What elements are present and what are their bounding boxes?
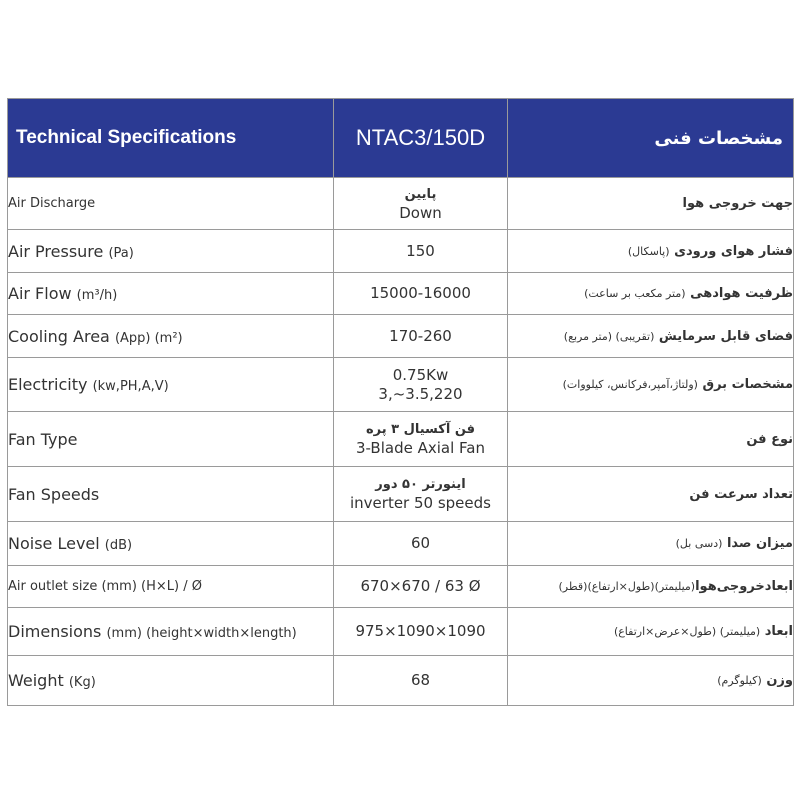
label-fa: فشار هوای ورودی (پاسکال) <box>508 230 794 273</box>
value-en: 60 <box>410 534 431 552</box>
table-row <box>8 230 794 273</box>
label-fa: ابعاد (میلیمتر) (طول×عرض×ارتفاع) <box>508 608 794 656</box>
value-en: 15000-16000 <box>370 284 471 302</box>
table-row <box>8 656 794 706</box>
value-cell <box>334 566 508 608</box>
value-en: 68 <box>410 671 431 689</box>
value-cell <box>334 178 508 230</box>
title-en: Technical Specifications <box>8 99 334 178</box>
value-fa: اینورتر ۵۰ دور <box>375 477 466 492</box>
value-en: 170-260 <box>389 326 452 345</box>
value-en: 670×670 / 63 Ø <box>360 577 481 595</box>
label-fa: میزان صدا (دسی بل) <box>508 522 794 566</box>
value-en: 150 <box>406 241 435 260</box>
value-cell <box>334 656 508 706</box>
table-row <box>8 315 794 358</box>
table-row <box>8 566 794 608</box>
value-en-2: 3,~3.5,220 <box>378 384 463 403</box>
label-en: Air Pressure (Pa) <box>8 230 334 273</box>
value-en: 0.75Kw <box>392 365 449 384</box>
value-cell <box>334 467 508 522</box>
label-fa: ابعادخروجی‌هوا(میلیمتر)(طول×ارتفاع)(قطر) <box>508 566 794 608</box>
label-en: Noise Level (dB) <box>8 522 334 566</box>
label-en: Air outlet size (mm) (H×L) / Ø <box>8 566 334 608</box>
label-en: Fan Type <box>8 412 334 467</box>
value-cell <box>334 315 508 358</box>
label-fa: تعداد سرعت فن <box>508 467 794 522</box>
value-en: 975×1090×1090 <box>355 622 486 640</box>
value-cell <box>334 230 508 273</box>
table-row <box>8 608 794 656</box>
label-en: Dimensions (mm) (height×width×length) <box>8 608 334 656</box>
value-fa: فن آکسیال ۳ پره <box>365 422 476 437</box>
label-en: Air Discharge <box>8 178 334 230</box>
model-name: NTAC3/150D <box>334 99 508 178</box>
label-fa: جهت خروجی هوا <box>508 178 794 230</box>
value-en: 3-Blade Axial Fan <box>356 439 485 457</box>
table-row <box>8 358 794 412</box>
value-cell <box>334 273 508 315</box>
label-fa: مشخصات برق (ولتاژ،آمپر،فرکانس، کیلووات) <box>508 358 794 412</box>
label-en: Electricity (kw,PH,A,V) <box>8 358 334 412</box>
label-fa: وزن (کیلوگرم) <box>508 656 794 706</box>
value-fa: پایین <box>404 186 437 202</box>
value-cell <box>334 412 508 467</box>
table-row <box>8 178 794 230</box>
value-en: inverter 50 speeds <box>350 494 491 512</box>
title-fa: مشخصات فنی <box>508 99 794 178</box>
label-en: Fan Speeds <box>8 467 334 522</box>
label-fa: ظرفیت هوادهی (متر مکعب بر ساعت) <box>508 273 794 315</box>
label-en: Weight (Kg) <box>8 656 334 706</box>
value-cell <box>334 358 508 412</box>
value-cell <box>334 522 508 566</box>
value-cell <box>334 608 508 656</box>
label-fa: فضای قابل سرمایش (تقریبی) (متر مربع) <box>508 315 794 358</box>
label-fa: نوع فن <box>508 412 794 467</box>
table-row <box>8 273 794 315</box>
table-row <box>8 467 794 522</box>
table-row <box>8 412 794 467</box>
header-row <box>8 99 794 178</box>
value-en: Down <box>399 203 442 222</box>
table-row <box>8 522 794 566</box>
label-en: Air Flow (m³/h) <box>8 273 334 315</box>
spec-table <box>7 98 794 706</box>
label-en: Cooling Area (App) (m²) <box>8 315 334 358</box>
